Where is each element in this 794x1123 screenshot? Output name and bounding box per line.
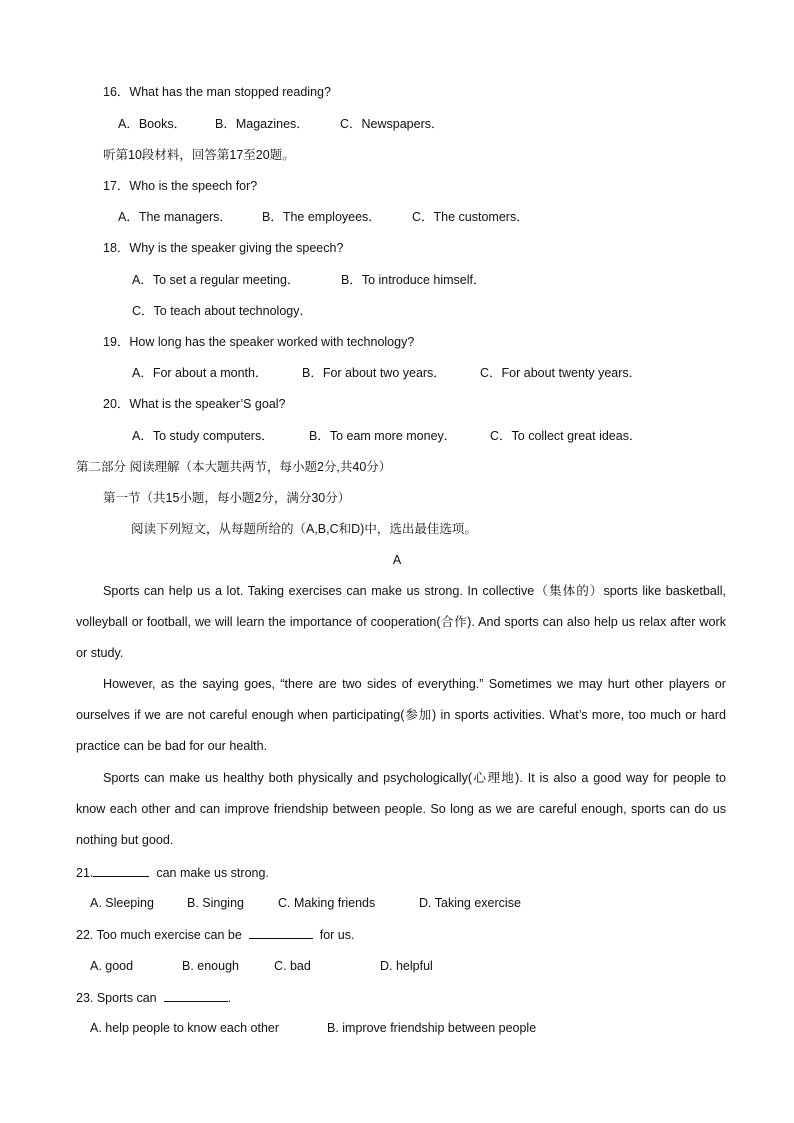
question-21-option-a: A. Sleeping [90, 896, 154, 910]
question-20-stem: 20．What is the speaker’S goal? [103, 397, 286, 411]
question-18-option-c: C．To teach about technology． [132, 304, 312, 318]
question-18-stem: 18．Why is the speaker giving the speech? [103, 241, 344, 255]
answer-blank [164, 989, 228, 1002]
question-20-option-b: B．To eam more money． [309, 429, 457, 443]
question-23-text-end: . [227, 991, 232, 1005]
question-17-option-b: B．The employees． [262, 210, 381, 224]
passage-paragraph-2 [76, 669, 726, 763]
question-22-option-d: D. helpful [380, 959, 433, 973]
section-10-intro: 听第10段材料，回答第17至20题。 [103, 148, 295, 162]
reading-instructions: 阅读下列短文，从每题所给的（A,B,C和D)中，选出最佳选项。 [131, 522, 477, 536]
question-16-option-a: A．Books． [118, 117, 187, 131]
question-16-option-c: C．Newspapers． [340, 117, 444, 131]
question-19-option-a: A．For about a month． [132, 366, 268, 380]
question-18-option-a: A．To set a regular meeting． [132, 273, 300, 287]
question-22-option-c: C. bad [274, 959, 311, 973]
question-22-option-a: A. good [90, 959, 134, 973]
question-21-number: 21. [76, 866, 94, 880]
paragraph-3-text: Sports can make us healthy both physically and psychologically(心理地). It is also a good way for people to know each other and can improve friendship between people. So long as we are careful enough, sports can do us nothing but good. [76, 771, 726, 848]
question-22-text-end: for us. [319, 928, 355, 942]
paragraph-1-text: Sports can help us a lot. Taking exercises can make us strong. In collective（集体的）sports like basketball, volleyball or football, we will learn the importance of cooperation(合作). And sports can also help us relax after work or study. [76, 584, 726, 661]
question-19-option-b: B．For about two years． [302, 366, 446, 380]
question-21-option-b: B. Singing [187, 896, 244, 910]
question-23-option-a: A. help people to know each other [90, 1021, 280, 1035]
part-2-heading: 第二部分 阅读理解（本大题共两节，每小题2分,共40分） [76, 460, 392, 474]
question-23-text: 23. Sports can [76, 991, 157, 1005]
passage-paragraph-1 [76, 576, 726, 670]
passage-letter: A [392, 553, 402, 567]
question-20-option-c: C．To collect great ideas． [490, 429, 642, 443]
question-23-stem [76, 989, 231, 1006]
question-17-option-c: C．The customers． [412, 210, 529, 224]
question-17-stem: 17．Who is the speech for? [103, 179, 258, 193]
question-21-option-d: D. Taking exercise [419, 896, 521, 910]
question-22-option-b: B. enough [182, 959, 239, 973]
question-16-stem: 16．What has the man stopped reading? [103, 85, 331, 99]
paragraph-2-text: However, as the saying goes, “there are two sides of everything.” Sometimes we may hurt other players or ourselves if we are not careful enough when participating(参加) in sports activities. What’s more, too much or hard practice can be bad for our health. [76, 677, 726, 754]
question-21-stem [76, 864, 269, 881]
answer-blank [249, 926, 313, 939]
question-19-stem: 19．How long has the speaker worked with technology? [103, 335, 415, 349]
question-22-text: 22. Too much exercise can be [76, 928, 242, 942]
question-21-option-c: C. Making friends [278, 896, 376, 910]
question-20-option-a: A．To study computers． [132, 429, 274, 443]
question-16-option-b: B．Magazines． [215, 117, 309, 131]
question-17-option-a: A．The managers． [118, 210, 232, 224]
section-1-heading: 第一节（共15小题，每小题2分，满分30分） [103, 491, 351, 505]
question-21-text: can make us strong. [156, 866, 269, 880]
question-23-option-b: B. improve friendship between people [327, 1021, 537, 1035]
question-19-option-c: C．For about twenty years． [480, 366, 642, 380]
answer-blank [93, 864, 149, 877]
question-22-stem [76, 926, 355, 943]
passage-paragraph-3 [76, 763, 726, 857]
question-18-option-b: B．To introduce himself． [341, 273, 486, 287]
